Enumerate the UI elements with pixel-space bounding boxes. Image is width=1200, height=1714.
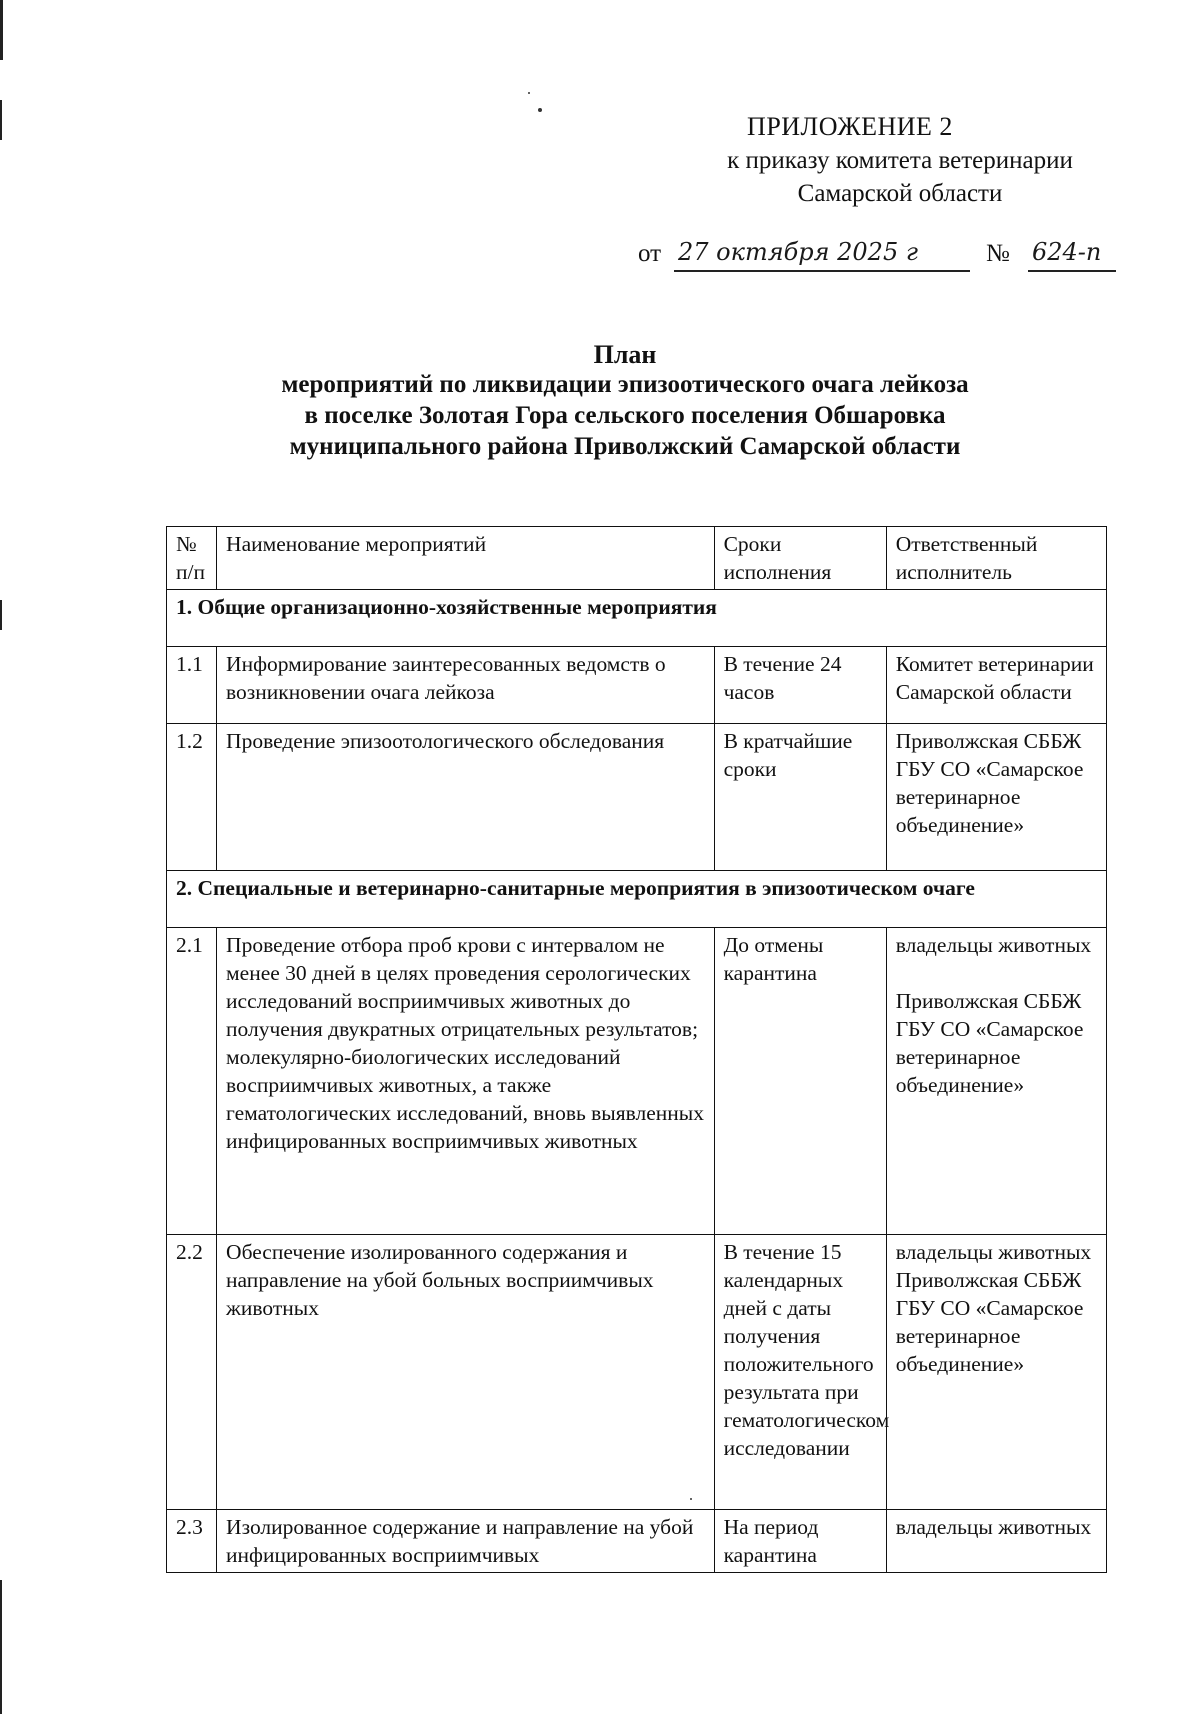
scan-edge-mark — [0, 0, 3, 60]
row-1-1-responsible: Комитет ветеринарии Самарской области — [886, 647, 1106, 724]
row-2-2-term: В течение 15 календарных дней с даты получения положительного результата при гематологическом исследовании — [714, 1235, 886, 1510]
row-1-1-num: 1.1 — [167, 647, 217, 724]
row-2-1-responsible-service: Приволжская СББЖ ГБУ СО «Самарское ветеринарное объединение» — [895, 989, 1084, 1097]
scan-edge-mark — [0, 100, 2, 140]
number-underline — [1028, 270, 1116, 272]
scan-edge-mark — [0, 1580, 2, 1714]
row-2-2-name: Обеспечение изолированного содержания и направление на убой больных восприимчивых животных — [217, 1235, 715, 1510]
scan-speck — [528, 92, 530, 94]
row-1-1-term: В течение 24 часов — [714, 647, 886, 724]
section-row-2 — [167, 871, 1107, 928]
table-header-row — [167, 527, 1107, 590]
plan-subtitle-line2: в поселке Золотая Гора сельского поселения Обшаровка — [304, 402, 946, 429]
header-name: Наименование мероприятий — [217, 527, 715, 590]
measures-table — [166, 526, 1107, 1573]
row-2-2-responsible-owners: владельцы животных — [895, 1240, 1092, 1264]
row-1-2-responsible: Приволжская СББЖ ГБУ СО «Самарское ветеринарное объединение» — [886, 724, 1106, 871]
date-prefix: от — [638, 240, 662, 267]
row-2-1-term: До отмены карантина — [714, 928, 886, 1235]
section-row-1 — [167, 590, 1107, 647]
row-2-2-responsible-service: Приволжская СББЖ ГБУ СО «Самарское ветеринарное объединение» — [895, 1268, 1084, 1376]
header-num: № п/п — [167, 527, 217, 590]
row-2-3-responsible: владельцы животных — [886, 1510, 1106, 1573]
table-row — [167, 647, 1107, 724]
row-2-2-num: 2.2 — [167, 1235, 217, 1510]
handwritten-number: 624-п — [1032, 238, 1102, 266]
table-row — [167, 1235, 1107, 1510]
row-2-3-term: На период карантина — [714, 1510, 886, 1573]
table-row — [167, 928, 1107, 1235]
row-1-2-term: В кратчайшие сроки — [714, 724, 886, 871]
date-underline — [674, 270, 970, 272]
handwritten-date: 27 октября 2025 г — [678, 238, 918, 266]
plan-subtitle-line1: мероприятий по ликвидации эпизоотического очага лейкоза — [281, 371, 969, 398]
appendix-reference: к приказу комитета ветеринарии — [727, 147, 1073, 174]
row-2-3-name: Изолированное содержание и направление на убой инфицированных восприимчивых — [217, 1510, 715, 1573]
row-2-1-num: 2.1 — [167, 928, 217, 1235]
row-2-1-responsible-owners: владельцы животных — [895, 933, 1092, 957]
section-2-title: 2. Специальные и ветеринарно-санитарные мероприятия в эпизоотическом очаге — [167, 871, 1107, 928]
header-responsible: Ответственный исполнитель — [886, 527, 1106, 590]
row-2-3-num: 2.3 — [167, 1510, 217, 1573]
scan-edge-mark — [0, 600, 2, 630]
plan-subtitle-line3: муниципального района Приволжский Самарской области — [289, 433, 961, 460]
plan-title: План — [593, 340, 657, 369]
row-2-1-responsible — [886, 928, 1106, 1235]
row-2-1-name: Проведение отбора проб крови с интервалом не менее 30 дней в целях проведения серологических исследований восприимчивых животных до получения двукратных отрицательных результатов; молекулярно-биологических исследований восприимчивых животных, а также гематологических исследований, вновь выявленных инфицированных восприимчивых животных — [217, 928, 715, 1235]
row-1-2-num: 1.2 — [167, 724, 217, 871]
header-term: Сроки исполнения — [714, 527, 886, 590]
row-1-1-name: Информирование заинтересованных ведомств о возникновении очага лейкоза — [217, 647, 715, 724]
table-row — [167, 724, 1107, 871]
row-1-2-name: Проведение эпизоотологического обследования — [217, 724, 715, 871]
appendix-title: ПРИЛОЖЕНИЕ 2 — [747, 112, 953, 141]
appendix-region: Самарской области — [797, 180, 1003, 207]
number-sign: № — [986, 240, 1010, 267]
table-row — [167, 1510, 1107, 1573]
scan-speck — [538, 108, 542, 112]
section-1-title: 1. Общие организационно-хозяйственные мероприятия — [167, 590, 1107, 647]
row-2-2-responsible — [886, 1235, 1106, 1510]
